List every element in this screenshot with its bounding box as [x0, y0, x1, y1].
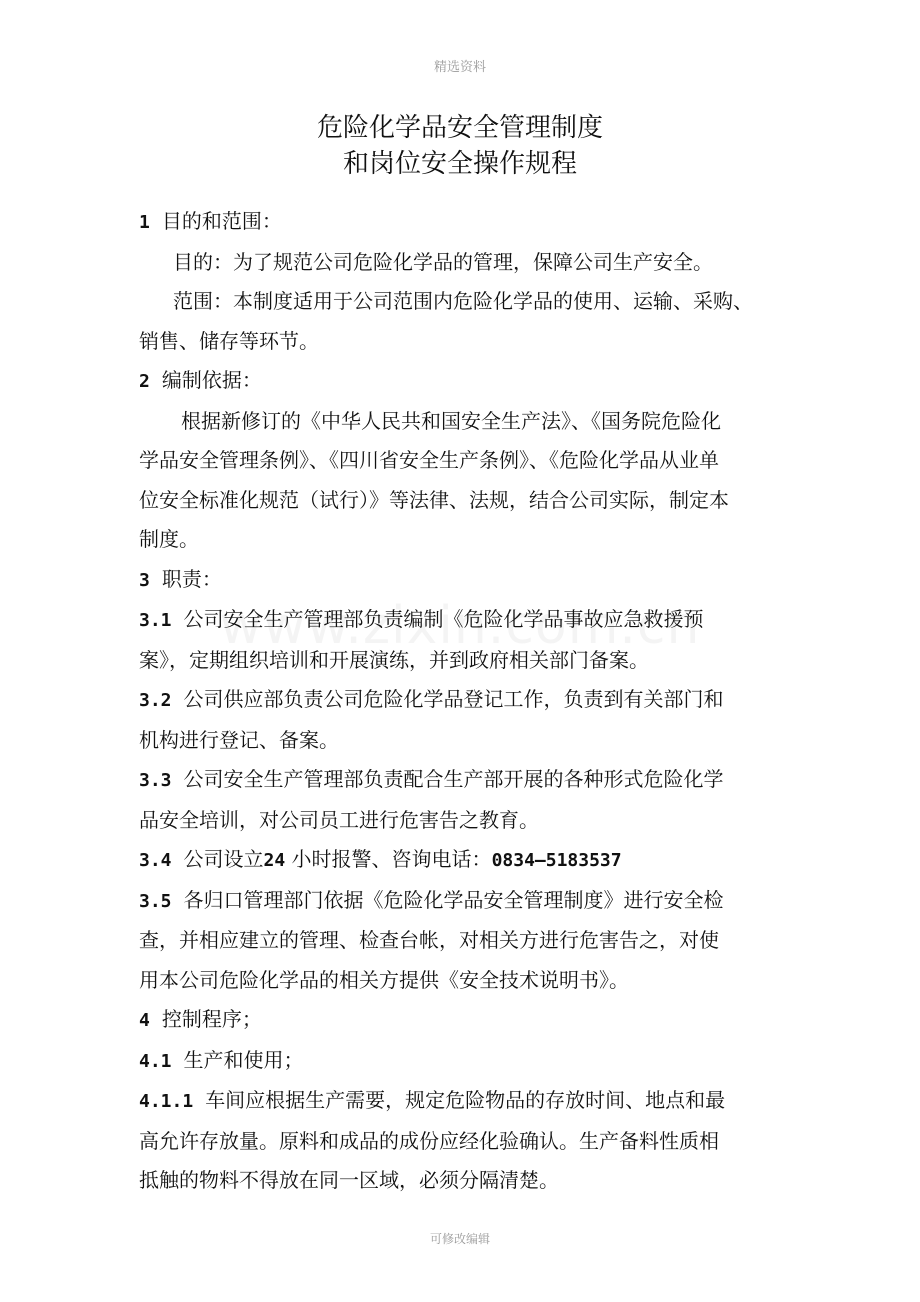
section-number: 2 [139, 371, 150, 392]
clause-text: 各归口管理部门依据《危险化学品安全管理制度》进行安全检 [183, 887, 724, 912]
hours-value: 24 [263, 850, 286, 871]
clause-number: 3.2 [139, 690, 172, 711]
document-title-line2: 和岗位安全操作规程 [342, 149, 577, 179]
basis-line-3: 位安全标准化规范（试行）》等法律、法规，结合公司实际，制定本 [139, 487, 729, 512]
clause-text: 公司供应部负责公司危险化学品登记工作，负责到有关部门和 [183, 687, 724, 711]
clause-number: 3.3 [139, 770, 172, 791]
basis-line-2: 学品安全管理条例》、《四川省安全生产条例》、《危险化学品从业单 [139, 448, 719, 472]
clause-4-1-1-line-3: 抵触的物料不得放在同一区域，必须分隔清楚。 [139, 1168, 559, 1192]
basis-line-4: 制度。 [139, 527, 199, 551]
clause-3-5-line-1 [139, 881, 801, 922]
document-title-line1: 危险化学品安全管理制度 [316, 113, 603, 143]
section-heading-text: 目的和范围： [161, 209, 282, 233]
section-3-heading [139, 560, 801, 601]
clause-3-1-line-2: 案》，定期组织培训和开展演练，并到政府相关部门备案。 [139, 647, 649, 672]
page-header: 精选资料 [433, 60, 486, 75]
scope-line-1: 范围：本制度适用于公司范围内危险化学品的使用、运输、采购、 [173, 289, 753, 313]
clause-text: 公司安全生产管理部负责编制《危险化学品事故应急救援预 [183, 607, 704, 631]
section-1-heading [139, 202, 801, 243]
clause-number: 3.4 [139, 850, 172, 871]
purpose-line: 目的：为了规范公司危险化学品的管理，保障公司生产安全。 [173, 249, 713, 274]
section-heading-text: 编制依据： [161, 368, 262, 392]
clause-3-3-line-1 [139, 760, 801, 801]
phone-number: 0834—5183537 [491, 850, 622, 871]
clause-number: 4.1 [139, 1050, 172, 1072]
clause-3-2-line-1 [139, 680, 801, 721]
clause-4-1-1-line-1 [139, 1081, 801, 1122]
section-heading-text: 职责： [161, 566, 222, 591]
clause-4-1 [139, 1041, 801, 1082]
clause-3-2-line-2: 机构进行登记、备案。 [139, 727, 339, 752]
basis-line-1: 根据新修订的《中华人民共和国安全生产法》、《国务院危险化 [181, 408, 721, 433]
clause-text: 公司安全生产管理部负责配合生产部开展的各种形式危险化学 [183, 767, 724, 791]
clause-3-1-line-1 [139, 600, 801, 641]
section-number: 4 [139, 1010, 150, 1031]
section-number: 1 [139, 212, 150, 233]
clause-3-3-line-2: 品安全培训，对公司员工进行危害告之教育。 [139, 807, 539, 832]
clause-3-4 [139, 840, 801, 881]
clause-text: 小时报警、咨询电话： [285, 847, 492, 871]
clause-4-1-1-line-2: 高允许存放量。原料和成品的成份应经化验确认。生产备料性质相 [139, 1128, 719, 1153]
clause-number: 4.1.1 [139, 1091, 194, 1112]
scope-line-2: 销售、储存等环节。 [139, 328, 319, 353]
clause-text: 公司设立 [183, 847, 264, 871]
clause-number: 3.1 [139, 610, 172, 631]
clause-3-5-line-2: 查，并相应建立的管理、检查台帐，对相关方进行危害告之，对使 [139, 928, 719, 952]
clause-text: 生产和使用； [183, 1047, 304, 1072]
section-heading-text: 控制程序； [161, 1007, 262, 1031]
section-4-heading [139, 1000, 801, 1041]
clause-3-5-line-3: 用本公司危险化学品的相关方提供《安全技术说明书》。 [139, 967, 629, 992]
section-2-heading [139, 361, 801, 402]
document-body [139, 202, 801, 1201]
clause-number: 3.5 [139, 890, 172, 912]
clause-text: 车间应根据生产需要，规定危险物品的存放时间、地点和最 [205, 1088, 726, 1112]
page-footer: 可修改编辑 [429, 1232, 490, 1246]
section-number: 3 [139, 569, 150, 591]
